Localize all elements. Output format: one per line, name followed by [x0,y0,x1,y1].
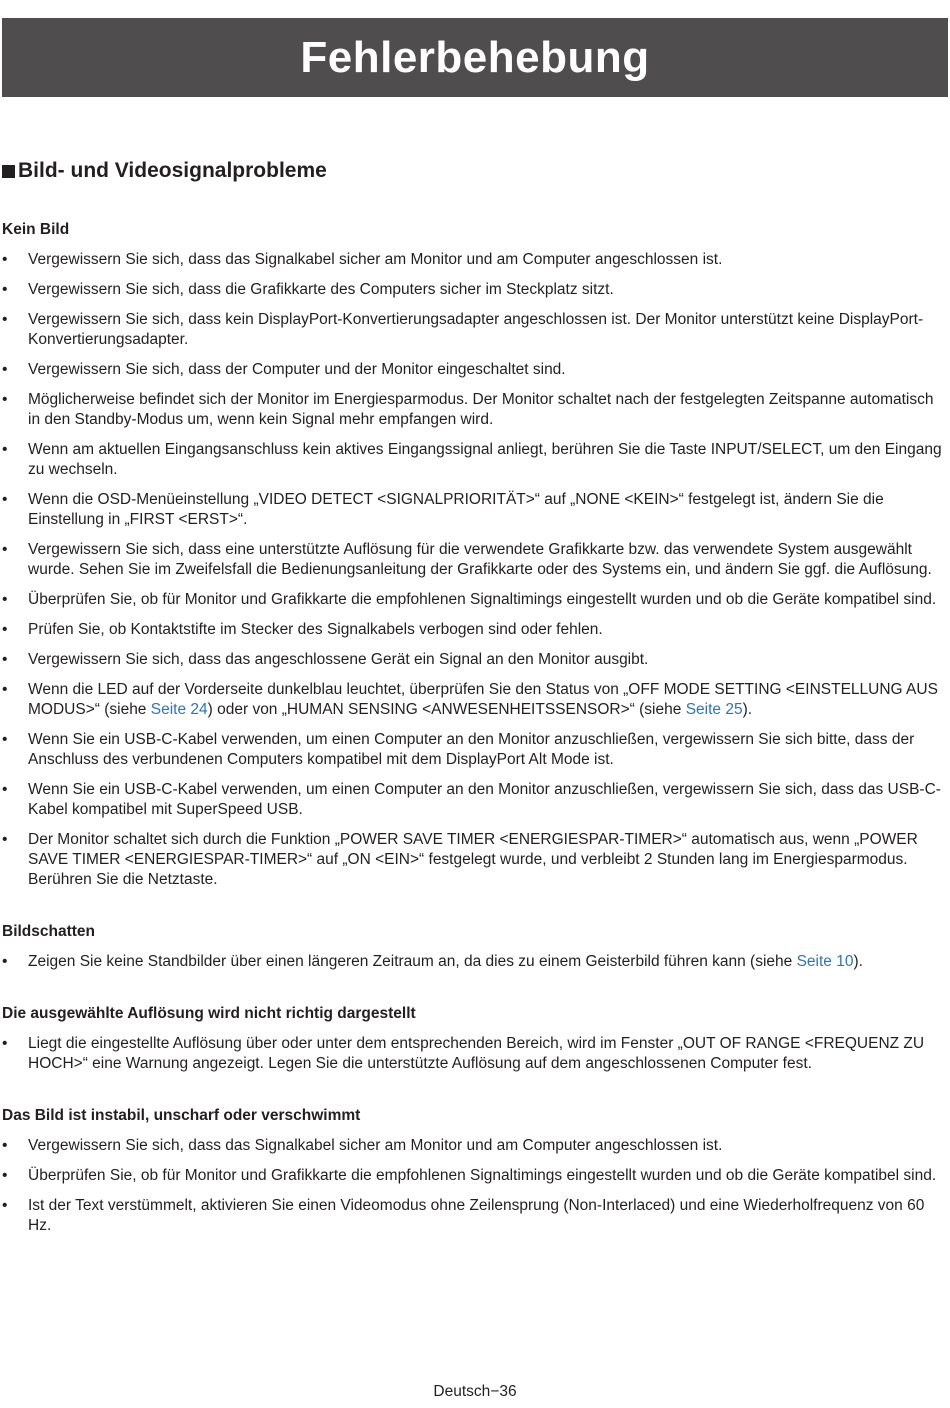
bullet-icon: • [2,953,8,970]
problem-section [2,922,948,972]
bullet-icon: • [2,831,8,848]
solution-list [2,952,948,972]
section-heading [2,157,948,185]
item-text: Möglicherweise befindet sich der Monitor im Energiesparmodus. Der Monitor schaltet nach der festgelegten Zeitspanne automatisch in den Standby-Modus um, wenn kein Signal mehr empfangen wird. [28,391,934,428]
list-item [2,952,948,972]
page-link[interactable]: Seite 10 [796,953,854,970]
list-item [2,390,948,430]
item-text: Wenn am aktuellen Eingangsanschluss kein aktives Eingangssignal anliegt, berühren Sie die Taste INPUT/SELECT, um den Eingang zu wechseln. [28,441,942,478]
item-text: ) oder von „HUMAN SENSING <ANWESENHEITSSENSOR>“ (siehe [207,701,686,718]
page-title-bar [2,18,948,97]
content [2,97,948,1236]
problem-section [2,220,948,890]
bullet-icon: • [2,251,8,268]
item-text: Wenn die LED auf der Vorderseite dunkelblau leuchtet, überprüfen Sie den Status von „OFF MODE SETTING <EINSTELLUNG AUS MODUS>“ (siehe [28,681,938,718]
solution-list [2,1136,948,1236]
item-text: Zeigen Sie keine Standbilder über einen längeren Zeitraum an, da dies zu einem Geisterbild führen kann (siehe [28,953,797,970]
bullet-icon: • [2,361,8,378]
item-text: Der Monitor schaltet sich durch die Funktion „POWER SAVE TIMER <ENERGIESPAR-TIMER>“ automatisch aus, wenn „POWER SAVE TIMER <ENERGIESPAR-TIMER>“ auf „ON <EIN>“ festgelegt wurde, und verbleibt 2 Stunden lang im Energiesparmodus. Berühren Sie die Netztaste. [28,831,918,888]
page-title: Fehlerbehebung [300,32,650,82]
item-text: Vergewissern Sie sich, dass die Grafikkarte des Computers sicher im Steckplatz sitzt. [28,281,614,298]
list-item [2,250,948,270]
list-item [2,680,948,720]
item-text: ). [742,701,753,718]
list-item [2,830,948,890]
list-item [2,1136,948,1156]
item-text: Vergewissern Sie sich, dass kein DisplayPort-Konvertierungsadapter angeschlossen ist. Der Monitor unterstützt keine DisplayPort-Konvertierungsadapter. [28,311,924,348]
list-item [2,650,948,670]
bullet-icon: • [2,681,8,698]
list-item [2,360,948,380]
list-item [2,1166,948,1186]
sections [2,220,948,1236]
page-link[interactable]: Seite 24 [150,701,208,718]
problem-title: Die ausgewählte Auflösung wird nicht richtig dargestellt [2,1005,416,1022]
item-text: Überprüfen Sie, ob für Monitor und Grafikkarte die empfohlenen Signaltimings eingestellt wurden und ob die Geräte kompatibel sind. [28,1167,937,1184]
problem-section [2,1004,948,1074]
problem-title: Kein Bild [2,221,70,238]
list-item [2,540,948,580]
bullet-icon: • [2,621,8,638]
bullet-icon: • [2,1167,8,1184]
item-text: Vergewissern Sie sich, dass der Computer und der Monitor eingeschaltet sind. [28,361,566,378]
item-text: Vergewissern Sie sich, dass das Signalkabel sicher am Monitor und am Computer angeschlossen ist. [28,251,723,268]
problem-title: Bildschatten [2,923,96,940]
list-item [2,1034,948,1074]
item-text: Liegt die eingestellte Auflösung über oder unter dem entsprechenden Bereich, wird im Fenster „OUT OF RANGE <FREQUENZ ZU HOCH>“ eine Warnung angezeigt. Legen Sie die unterstützte Auflösung auf dem angeschlossenen Computer fest. [28,1035,925,1072]
bullet-icon: • [2,651,8,668]
solution-list [2,1034,948,1074]
page-link[interactable]: Seite 25 [685,701,743,718]
item-text: Vergewissern Sie sich, dass eine unterstützte Auflösung für die verwendete Grafikkarte bzw. das verwendete System ausgewählt wurde. Sehen Sie im Zweifelsfall die Bedienungsanleitung der Grafikkarte oder des Systems ein, und ändern Sie ggf. die Auflösung. [28,541,932,578]
list-item [2,1196,948,1236]
problem-section [2,1106,948,1236]
bullet-icon: • [2,731,8,748]
bullet-icon: • [2,1197,8,1214]
item-text: Vergewissern Sie sich, dass das angeschlossene Gerät ein Signal an den Monitor ausgibt. [28,651,649,668]
item-text: Wenn die OSD-Menüeinstellung „VIDEO DETECT <SIGNALPRIORITÄT>“ auf „NONE <KEIN>“ festgelegt ist, ändern Sie die Einstellung in „FIRST <ERST>“. [28,491,884,528]
list-item [2,280,948,300]
bullet-icon: • [2,781,8,798]
list-item [2,310,948,350]
bullet-icon: • [2,281,8,298]
bullet-icon: • [2,541,8,558]
bullet-icon: • [2,391,8,408]
item-text: Überprüfen Sie, ob für Monitor und Grafikkarte die empfohlenen Signaltimings eingestellt wurden und ob die Geräte kompatibel sind. [28,591,937,608]
square-bullet-icon [2,165,15,178]
item-text: Wenn Sie ein USB-C-Kabel verwenden, um einen Computer an den Monitor anzuschließen, vergewissern Sie sich, dass das USB-C-Kabel kompatibel mit SuperSpeed USB. [28,781,941,818]
list-item [2,780,948,820]
item-text: Prüfen Sie, ob Kontaktstifte im Stecker des Signalkabels verbogen sind oder fehlen. [28,621,603,638]
bullet-icon: • [2,311,8,328]
section-heading-text: Bild- und Videosignalprobleme [18,159,327,182]
bullet-icon: • [2,491,8,508]
bullet-icon: • [2,1137,8,1154]
bullet-icon: • [2,441,8,458]
list-item [2,440,948,480]
item-text: Ist der Text verstümmelt, aktivieren Sie einen Videomodus ohne Zeilensprung (Non-Interlaced) und eine Wiederholfrequenz von 60 Hz. [28,1197,925,1234]
list-item [2,590,948,610]
list-item [2,730,948,770]
solution-list [2,250,948,890]
bullet-icon: • [2,591,8,608]
item-text: Vergewissern Sie sich, dass das Signalkabel sicher am Monitor und am Computer angeschlossen ist. [28,1137,723,1154]
item-text: Wenn Sie ein USB-C-Kabel verwenden, um einen Computer an den Monitor anzuschließen, vergewissern Sie sich bitte, dass der Anschluss des verbundenen Computers kompatibel mit dem DisplayPort Alt Mode ist. [28,731,915,768]
list-item [2,490,948,530]
bullet-icon: • [2,1035,8,1052]
item-text: ). [853,953,863,970]
problem-title: Das Bild ist instabil, unscharf oder verschwimmt [2,1107,361,1124]
page-footer: Deutsch−36 [433,1383,517,1400]
list-item [2,620,948,640]
